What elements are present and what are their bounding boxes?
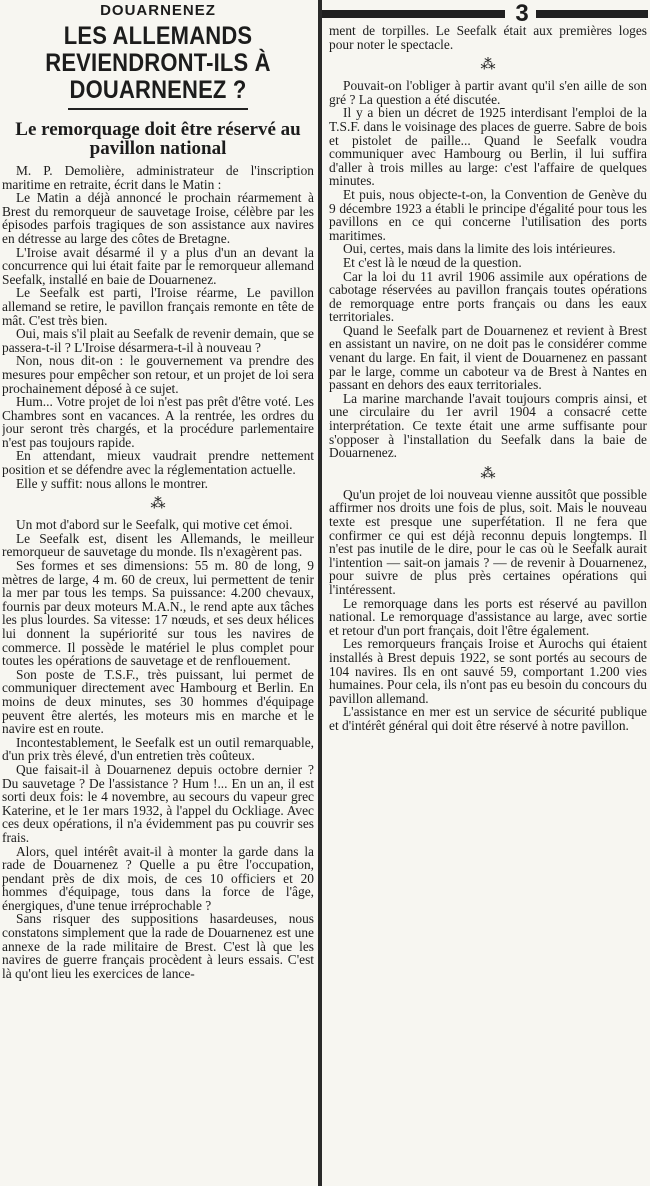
column-divider xyxy=(318,0,322,1186)
section-ornament: ⁂ xyxy=(480,465,496,482)
paragraph: Il y a bien un décret de 1925 interdisant l'emploi de la T.S.F. dans le voisinage des places de guerre. Sabre de bois et pistolet de paille... Quand le Seefalk voudra communiquer avec Hambourg ou Berlin, il lui suffira d'aller à trois milles au large: c'est l'affaire de quelques minutes. xyxy=(329,105,647,189)
paragraph: Alors, quel intérêt avait-il à monter la garde dans la rade de Douarnenez ? Quelle a pu être l'occupation, pendant près de dix mois, de ces 10 officiers et 20 hommes d'équipage, tous dans la force de l'âge, énergiques, d'une tenue irréprochable ? xyxy=(2,843,314,913)
paragraph: Oui, mais s'il plait au Seefalk de revenir demain, que se passera-t-il ? L'Iroise désarmera-t-il à nouveau ? xyxy=(2,326,314,355)
paragraph: M. P. Demolière, administrateur de l'inscription maritime en retraite, écrit dans le Matin : xyxy=(2,163,314,192)
paragraph: Son poste de T.S.F., très puissant, lui permet de communiquer directement avec Hambourg et Berlin. En moins de deux minutes, ses 30 hommes d'équipage peuvent être alertés, les moteurs mis en marche et le navire est en route. xyxy=(2,666,314,737)
section-ornament: ⁂ xyxy=(480,57,496,74)
paragraph: ment de torpilles. Le Seefalk était aux premières loges pour noter le spectacle. xyxy=(329,23,647,52)
paragraph: Que faisait-il à Douarnenez depuis octobre dernier ? Du sauvetage ? De l'assistance ? Hum !... En un an, il est sorti deux fois: le 4 novembre, au secours du vapeur grec Katerine, et le 1er mars 1932, à l'appel du Ockliage. Avec ces deux opérations, il n'a évidemment pas pu couvrir ses frais. xyxy=(2,761,314,845)
article-deck: Le remorquage doit être réservé au pavillon national xyxy=(15,119,301,159)
paragraph: Le Matin a déjà annoncé le prochain réarmement à Brest du remorqueur de sauvetage Iroise, célèbre par les épisodes parfois tragiques de son assistance aux navires en détresse au large des côtes de Bretagne. xyxy=(2,190,314,246)
paragraph: Le Seefalk est parti, l'Iroise réarme, Le pavillon allemand se retire, le pavillon français remonte en tête de mât. C'est très bien. xyxy=(2,285,314,328)
right-column xyxy=(329,0,647,1186)
paragraph: Un mot d'abord sur le Seefalk, qui motive cet émoi. xyxy=(16,517,293,533)
paragraph: Car la loi du 11 avril 1906 assimile aux opérations de cabotage réservées au pavillon français toutes opérations de remorquage entre ports français ou dans les eaux territoriales. xyxy=(329,268,647,325)
paragraph: Hum... Votre projet de loi n'est pas prêt d'être voté. Les Chambres sont en vacances. A la rentrée, les ordres du jour seront très chargés, et la procédure parlementaire n'est pas toujours rapide. xyxy=(2,394,314,450)
paragraph: Qu'un projet de loi nouveau vienne aussitôt que possible affirmer nos droits une fois de plus, soit. Mais le nouveau texte est presque une superfétation. Il ne fera que confirmer ce qui est déjà reconnu depuis longtemps. Il n'est pas inutile de le dire, pour le cas où le Seefalk aurait l'intention — sait-on jamais ? — de revenir à Douarnenez, pour suivre de plus près certaines opérations qui l'intéressent. xyxy=(329,486,647,597)
paragraph: Elle y suffit: nous allons le montrer. xyxy=(16,475,209,491)
paragraph: Quand le Seefalk part de Douarnenez et revient à Brest en assistant un navire, on ne doit pas le considérer comme venant du large. En fait, il vient de Douarnenez en passant par le large, comme un caboteur va de Brest à Nantes en passant en dehors des eaux territoriales. xyxy=(329,322,647,393)
paragraph: En attendant, mieux vaudrait prendre nettement position et se défendre avec la réglementation actuelle. xyxy=(2,448,314,478)
paragraph: Les remorqueurs français Iroise et Aurochs qui étaient installés à Brest depuis 1922, se sont portés au secours de 104 navires. Ils en ont sauvé 59, comportant 1.200 vies humaines. Pour cela, ils n'ont pas eu besoin du concours du pavillon allemand. xyxy=(329,636,647,706)
paragraph: Oui, certes, mais dans la limite des lois intérieures. xyxy=(343,241,616,257)
paragraph: Ses formes et ses dimensions: 55 m. 80 de long, 9 mètres de large, 4 m. 60 de creux, lui permettent de tenir la mer par tous les temps. Sa puissance: 4.200 chevaux, fournis par deux moteurs M.A.N., le rend apte aux tâches les plus lourdes. Sa vitesse: 17 nœuds, et ses deux hélices lui donnent la supériorité sur tous les navires de commerce. Il possède le matériel le plus complet pour toutes les opérations de sauvetage et de renflouement. xyxy=(2,558,314,669)
paragraph: Le remorquage dans les ports est réservé au pavillon national. Le remorquage d'assistance au large, avec sortie et retour d'un port français, doit l'être également. xyxy=(329,595,647,638)
headline-rule xyxy=(68,108,248,110)
paragraph: Et c'est là le nœud de la question. xyxy=(343,254,522,270)
article-headline: LES ALLEMANDS REVIENDRONT-ILS À DOUARNENEZ ? xyxy=(45,22,271,104)
paragraph: Sans risquer des suppositions hasardeuses, nous constatons simplement que la rade de Douarnenez est une annexe de la rade militaire de Brest. C'est là que les navires de guerre français procèdent à leurs essais. C'est là qu'ont lieu les exercices de lance- xyxy=(2,911,314,981)
page-number: 3 xyxy=(515,0,529,27)
paragraph: Le Seefalk est, disent les Allemands, le meilleur remorqueur de sauvetage du monde. Ils n'exagèrent pas. xyxy=(2,530,314,560)
paragraph: Incontestablement, le Seefalk est un outil remarquable, d'un prix très élevé, d'un entretien très coûteux. xyxy=(2,734,314,764)
paragraph: Non, nous dit-on : le gouvernement va prendre des mesures pour empêcher son retour, et un projet de loi sera prochainement déposé à ce sujet. xyxy=(2,353,314,396)
paragraph: L'assistance en mer est un service de sécurité publique et d'intérêt général qui doit être réservé à notre pavillon. xyxy=(329,704,647,733)
paragraph: Et puis, nous objecte-t-on, la Convention de Genève du 9 décembre 1923 a établi le principe d'égalité pour tous les pavillons en ce qui concerne l'utilisation des ports maritimes. xyxy=(329,186,647,243)
paragraph: L'Iroise avait désarmé il y a plus d'un an devant la concurrence qui lui était faite par le remorqueur allemand Seefalk, installé en baie de Douarnenez. xyxy=(2,244,314,287)
paragraph: Pouvait-on l'obliger à partir avant qu'il s'en aille de son gré ? La question a été discutée. xyxy=(329,78,647,107)
left-column xyxy=(2,0,314,1186)
section-kicker: DOUARNENEZ xyxy=(100,2,216,19)
section-ornament: ⁂ xyxy=(150,496,166,513)
paragraph: La marine marchande l'avait toujours compris ainsi, et une circulaire du 1er avril 1904 a consacré cette interprétation. Ce texte était une arme suffisante pour s'opposer à l'installation du Seefalk dans la baie de Douarnenez. xyxy=(329,390,647,461)
